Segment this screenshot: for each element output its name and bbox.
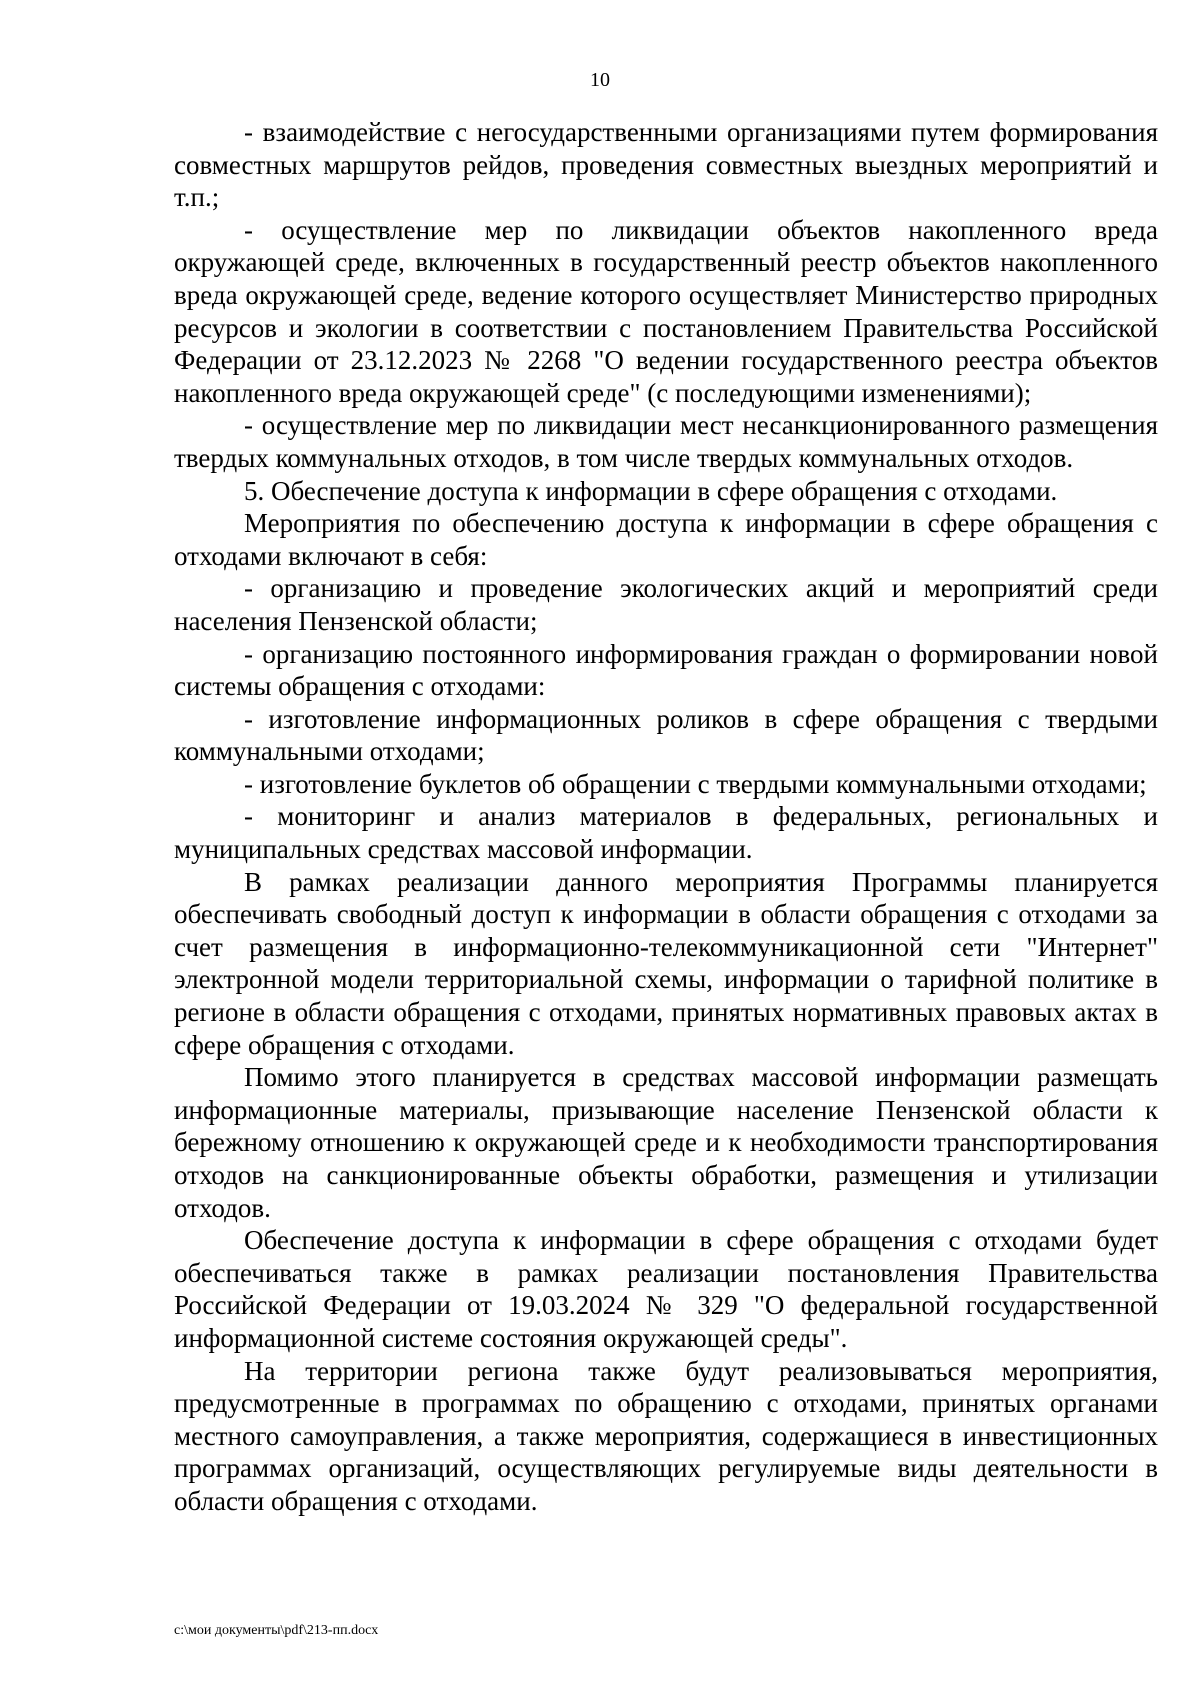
- paragraph-video-clips: - изготовление информационных роликов в сфере обращения с твердыми коммунальными отходами;: [174, 703, 1158, 767]
- paragraph-accumulated-harm: - осуществление мер по ликвидации объектов накопленного вреда окружающей среде, включенных в государственный реестр объектов накопленного вреда окружающей среде, ведение которого осуществляет Министерство природных ресурсов и экологии в соответствии с постановлением Правительства Российской Федерации от 23.12.2023 № 2268 "О ведении государственного реестра объектов накопленного вреда окружающей среде" (с последующими изменениями);: [174, 214, 1158, 408]
- footer-file-path: c:\мои документы\pdf\213-пп.docx: [174, 1623, 379, 1638]
- paragraph-eco-actions: - организацию и проведение экологических акций и мероприятий среди населения Пензенской области;: [174, 573, 1158, 636]
- paragraph-measures-intro: Мероприятия по обеспечению доступа к информации в сфере обращения с отходами включают в себя:: [174, 508, 1158, 571]
- paragraph-free-access: В рамках реализации данного мероприятия Программы планируется обеспечивать свободный доступ к информации в области обращения с отходами за счет размещения в информационно-телекоммуникационной сети "Интернет" электронной модели территориальной схемы, информации о тарифной политике в регионе в области обращения с отходами, принятых нормативных правовых актах в сфере обращения с отходами.: [174, 866, 1158, 1060]
- section-heading-info-access: 5. Обеспечение доступа к информации в сфере обращения с отходами.: [244, 475, 1058, 506]
- paragraph-booklets: - изготовление буклетов об обращении с твердыми коммунальными отходами;: [244, 768, 1147, 799]
- paragraph-federal-system: Обеспечение доступа к информации в сфере обращения с отходами будет обеспечиваться также в рамках реализации постановления Правительства Российской Федерации от 19.03.2024 № 329 "О федеральной государственной информационной системе состояния окружающей среды".: [174, 1225, 1158, 1353]
- paragraph-media-monitoring: - мониторинг и анализ материалов в федеральных, региональных и муниципальных средствах массовой информации.: [174, 801, 1158, 865]
- paragraph-interaction-ngo: - взаимодействие с негосударственными организациями путем формирования совместных маршрутов рейдов, проведения совместных выездных мероприятий и т.п.;: [174, 117, 1158, 213]
- page-number: 10: [590, 69, 610, 91]
- paragraph-informing-citizens: - организацию постоянного информирования граждан о формировании новой системы обращения с отходами:: [174, 638, 1158, 702]
- paragraph-unauthorized-dumps: - осуществление мер по ликвидации мест несанкционированного размещения твердых коммунальных отходов, в том числе твердых коммунальных отходов.: [174, 410, 1158, 473]
- paragraph-media-materials: Помимо этого планируется в средствах массовой информации размещать информационные материалы, призывающие население Пензенской области к бережному отношению к окружающей среде и к необходимости транспортирования отходов на санкционированные объекты обработки, размещения и утилизации отходов.: [174, 1062, 1158, 1223]
- document-body: [174, 116, 1158, 1518]
- paragraph-regional-measures: На территории региона также будут реализовываться мероприятия, предусмотренные в программах по обращению с отходами, принятых органами местного самоуправления, а также мероприятия, содержащиеся в инвестиционных программах организаций, осуществляющих регулируемые виды деятельности в области обращения с отходами.: [174, 1355, 1158, 1516]
